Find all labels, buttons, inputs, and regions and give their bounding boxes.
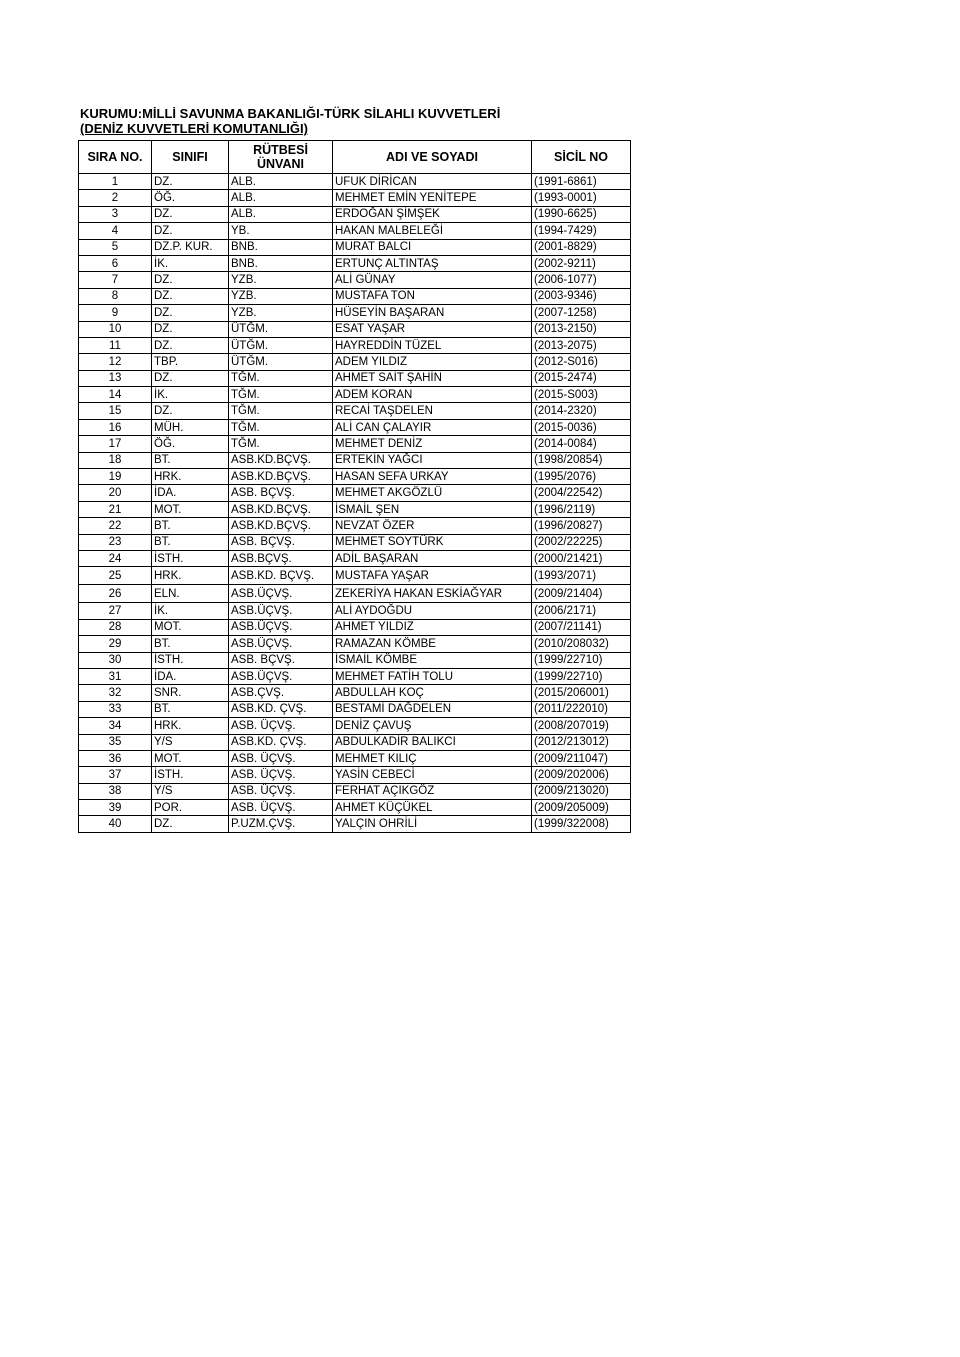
- cell-sicil-no: (1999/322008): [532, 816, 631, 832]
- table-row: [79, 255, 631, 271]
- cell-sinifi: DZ.: [152, 272, 229, 288]
- table-row: [79, 403, 631, 419]
- cell-sicil-no: (2015-2474): [532, 370, 631, 386]
- cell-sira-no: 18: [79, 452, 152, 468]
- cell-rutbesi: ASB.KD. BÇVŞ.: [229, 567, 333, 585]
- table-row: [79, 567, 631, 585]
- cell-sinifi: HRK.: [152, 718, 229, 734]
- cell-sinifi: DZ.: [152, 403, 229, 419]
- cell-adi-ve-soyadi: ADEM YILDIZ: [333, 354, 532, 370]
- cell-sicil-no: (1995/2076): [532, 469, 631, 485]
- cell-sicil-no: (2007-1258): [532, 305, 631, 321]
- cell-sira-no: 26: [79, 585, 152, 603]
- cell-sicil-no: (2009/213020): [532, 783, 631, 799]
- cell-sicil-no: (1993/2071): [532, 567, 631, 585]
- cell-rutbesi: ASB.KD.BÇVŞ.: [229, 518, 333, 534]
- cell-sira-no: 12: [79, 354, 152, 370]
- cell-sicil-no: (1999/22710): [532, 668, 631, 684]
- table-row: [79, 206, 631, 222]
- cell-rutbesi: BNB.: [229, 239, 333, 255]
- cell-sinifi: MOT.: [152, 750, 229, 766]
- cell-adi-ve-soyadi: BESTAMİ DAĞDELEN: [333, 701, 532, 717]
- cell-sinifi: ÖĞ.: [152, 436, 229, 452]
- table-row: [79, 767, 631, 783]
- cell-sinifi: Y/S: [152, 783, 229, 799]
- cell-sicil-no: (1996/2119): [532, 501, 631, 517]
- cell-sira-no: 28: [79, 619, 152, 635]
- table-row: [79, 436, 631, 452]
- cell-sicil-no: (1996/20827): [532, 518, 631, 534]
- cell-rutbesi: TĞM.: [229, 370, 333, 386]
- cell-sinifi: DZ.: [152, 305, 229, 321]
- cell-sira-no: 30: [79, 652, 152, 668]
- cell-rutbesi: BNB.: [229, 255, 333, 271]
- cell-adi-ve-soyadi: ABDULLAH KOÇ: [333, 685, 532, 701]
- cell-sinifi: İSTH.: [152, 550, 229, 566]
- table-row: [79, 585, 631, 603]
- cell-sira-no: 4: [79, 223, 152, 239]
- cell-sicil-no: (2010/208032): [532, 636, 631, 652]
- cell-rutbesi: ASB.KD.BÇVŞ.: [229, 469, 333, 485]
- cell-sinifi: TBP.: [152, 354, 229, 370]
- cell-sinifi: DZ.: [152, 206, 229, 222]
- header-sinifi: SINIFI: [152, 141, 229, 174]
- cell-adi-ve-soyadi: AHMET YILDIZ: [333, 619, 532, 635]
- table-row: [79, 750, 631, 766]
- cell-rutbesi: ALB.: [229, 174, 333, 190]
- cell-sira-no: 5: [79, 239, 152, 255]
- cell-sicil-no: (2014-0084): [532, 436, 631, 452]
- table-row: [79, 603, 631, 619]
- cell-rutbesi: ALB.: [229, 206, 333, 222]
- cell-sinifi: MÜH.: [152, 419, 229, 435]
- cell-sira-no: 32: [79, 685, 152, 701]
- cell-sicil-no: (2012/213012): [532, 734, 631, 750]
- cell-rutbesi: ASB. BÇVŞ.: [229, 534, 333, 550]
- cell-rutbesi: ASB. ÜÇVŞ.: [229, 718, 333, 734]
- table-row: [79, 272, 631, 288]
- table-row: [79, 354, 631, 370]
- cell-sicil-no: (2012-S016): [532, 354, 631, 370]
- table-row: [79, 288, 631, 304]
- cell-sira-no: 3: [79, 206, 152, 222]
- cell-sicil-no: (2015/206001): [532, 685, 631, 701]
- cell-adi-ve-soyadi: MEHMET DENİZ: [333, 436, 532, 452]
- cell-sinifi: İDA.: [152, 485, 229, 501]
- table-row: [79, 668, 631, 684]
- cell-sicil-no: (2002/22225): [532, 534, 631, 550]
- cell-adi-ve-soyadi: ALİ GÜNAY: [333, 272, 532, 288]
- cell-adi-ve-soyadi: MURAT BALCI: [333, 239, 532, 255]
- cell-sira-no: 34: [79, 718, 152, 734]
- cell-sinifi: İSTH.: [152, 767, 229, 783]
- cell-rutbesi: P.UZM.ÇVŞ.: [229, 816, 333, 832]
- cell-sira-no: 22: [79, 518, 152, 534]
- cell-sinifi: İK.: [152, 255, 229, 271]
- cell-sinifi: MOT.: [152, 619, 229, 635]
- cell-sira-no: 13: [79, 370, 152, 386]
- cell-adi-ve-soyadi: ZEKERİYA HAKAN ESKİAĞYAR: [333, 585, 532, 603]
- table-row: [79, 800, 631, 816]
- cell-sira-no: 15: [79, 403, 152, 419]
- cell-sira-no: 39: [79, 800, 152, 816]
- cell-sira-no: 21: [79, 501, 152, 517]
- cell-sira-no: 25: [79, 567, 152, 585]
- cell-adi-ve-soyadi: HAKAN MALBELEĞİ: [333, 223, 532, 239]
- cell-adi-ve-soyadi: AHMET SAİT ŞAHİN: [333, 370, 532, 386]
- cell-sicil-no: (2013-2150): [532, 321, 631, 337]
- table-row: [79, 685, 631, 701]
- header-adi-ve-soyadi: ADI VE SOYADI: [333, 141, 532, 174]
- cell-sira-no: 8: [79, 288, 152, 304]
- header-rutbesi-line1: RÜTBESİ: [253, 143, 308, 157]
- table-row: [79, 501, 631, 517]
- cell-rutbesi: YZB.: [229, 272, 333, 288]
- cell-sira-no: 1: [79, 174, 152, 190]
- table-row: [79, 452, 631, 468]
- cell-sinifi: POR.: [152, 800, 229, 816]
- cell-sicil-no: (2000/21421): [532, 550, 631, 566]
- cell-adi-ve-soyadi: ADİL BAŞARAN: [333, 550, 532, 566]
- header-sicil-no: SİCİL NO: [532, 141, 631, 174]
- cell-rutbesi: TĞM.: [229, 403, 333, 419]
- cell-adi-ve-soyadi: MEHMET FATİH TOLU: [333, 668, 532, 684]
- cell-sira-no: 11: [79, 337, 152, 353]
- cell-adi-ve-soyadi: AHMET KÜÇÜKEL: [333, 800, 532, 816]
- cell-sinifi: BT.: [152, 452, 229, 468]
- cell-rutbesi: YB.: [229, 223, 333, 239]
- cell-rutbesi: ASB.BÇVŞ.: [229, 550, 333, 566]
- cell-rutbesi: ASB.ÜÇVŞ.: [229, 636, 333, 652]
- cell-adi-ve-soyadi: ERTEKİN YAĞCI: [333, 452, 532, 468]
- cell-sira-no: 7: [79, 272, 152, 288]
- cell-sira-no: 19: [79, 469, 152, 485]
- cell-sicil-no: (2002-9211): [532, 255, 631, 271]
- cell-sicil-no: (1990-6625): [532, 206, 631, 222]
- table-row: [79, 783, 631, 799]
- cell-sinifi: DZ.: [152, 174, 229, 190]
- cell-adi-ve-soyadi: MUSTAFA YAŞAR: [333, 567, 532, 585]
- cell-rutbesi: ASB.KD.BÇVŞ.: [229, 501, 333, 517]
- cell-adi-ve-soyadi: ABDULKADİR BALIKCI: [333, 734, 532, 750]
- cell-adi-ve-soyadi: ERDOĞAN ŞİMŞEK: [333, 206, 532, 222]
- cell-sira-no: 16: [79, 419, 152, 435]
- personnel-table: [78, 140, 631, 833]
- cell-rutbesi: ASB. ÜÇVŞ.: [229, 750, 333, 766]
- cell-sira-no: 20: [79, 485, 152, 501]
- header-rutbesi: [229, 141, 333, 174]
- cell-sira-no: 35: [79, 734, 152, 750]
- cell-adi-ve-soyadi: ALİ CAN ÇALAYIR: [333, 419, 532, 435]
- cell-rutbesi: ASB.KD. ÇVŞ.: [229, 701, 333, 717]
- table-row: [79, 816, 631, 832]
- cell-sinifi: SNR.: [152, 685, 229, 701]
- header-rutbesi-line2: ÜNVANI: [257, 157, 304, 171]
- cell-adi-ve-soyadi: HASAN SEFA URKAY: [333, 469, 532, 485]
- cell-rutbesi: TĞM.: [229, 436, 333, 452]
- table-row: [79, 485, 631, 501]
- table-row: [79, 619, 631, 635]
- cell-adi-ve-soyadi: FERHAT AÇIKGÖZ: [333, 783, 532, 799]
- cell-sicil-no: (2004/22542): [532, 485, 631, 501]
- cell-adi-ve-soyadi: MUSTAFA TON: [333, 288, 532, 304]
- table-row: [79, 337, 631, 353]
- cell-rutbesi: ASB.KD.BÇVŞ.: [229, 452, 333, 468]
- cell-sicil-no: (2006-1077): [532, 272, 631, 288]
- cell-rutbesi: ASB. BÇVŞ.: [229, 485, 333, 501]
- cell-rutbesi: ASB.ÜÇVŞ.: [229, 668, 333, 684]
- cell-adi-ve-soyadi: MEHMET EMİN YENİTEPE: [333, 190, 532, 206]
- table-row: [79, 239, 631, 255]
- cell-sinifi: DZ.: [152, 321, 229, 337]
- cell-adi-ve-soyadi: YALÇIN OHRİLİ: [333, 816, 532, 832]
- cell-sira-no: 31: [79, 668, 152, 684]
- cell-sicil-no: (1991-6861): [532, 174, 631, 190]
- cell-sira-no: 38: [79, 783, 152, 799]
- cell-rutbesi: ASB.KD. ÇVŞ.: [229, 734, 333, 750]
- cell-sinifi: ÖĞ.: [152, 190, 229, 206]
- cell-sinifi: MOT.: [152, 501, 229, 517]
- cell-adi-ve-soyadi: MEHMET SOYTÜRK: [333, 534, 532, 550]
- cell-adi-ve-soyadi: RAMAZAN KÖMBE: [333, 636, 532, 652]
- cell-sinifi: İK.: [152, 387, 229, 403]
- table-row: [79, 550, 631, 566]
- cell-sinifi: HRK.: [152, 567, 229, 585]
- cell-sicil-no: (2007/21141): [532, 619, 631, 635]
- cell-sicil-no: (2009/211047): [532, 750, 631, 766]
- table-row: [79, 190, 631, 206]
- cell-adi-ve-soyadi: MEHMET AKGÖZLÜ: [333, 485, 532, 501]
- cell-rutbesi: TĞM.: [229, 419, 333, 435]
- cell-sira-no: 40: [79, 816, 152, 832]
- cell-sicil-no: (2011/222010): [532, 701, 631, 717]
- cell-sinifi: DZ.: [152, 288, 229, 304]
- cell-sicil-no: (2009/21404): [532, 585, 631, 603]
- cell-adi-ve-soyadi: HAYREDDİN TÜZEL: [333, 337, 532, 353]
- cell-sinifi: Y/S: [152, 734, 229, 750]
- cell-adi-ve-soyadi: ADEM KORAN: [333, 387, 532, 403]
- cell-sira-no: 17: [79, 436, 152, 452]
- title-line-1: KURUMU:MİLLİ SAVUNMA BAKANLIĞI-TÜRK SİLAHLI KUVVETLERİ: [80, 106, 501, 121]
- cell-sinifi: İSTH.: [152, 652, 229, 668]
- cell-sicil-no: (2009/202006): [532, 767, 631, 783]
- table-row: [79, 223, 631, 239]
- cell-rutbesi: TĞM.: [229, 387, 333, 403]
- cell-sicil-no: (2001-8829): [532, 239, 631, 255]
- cell-sinifi: DZ.: [152, 370, 229, 386]
- cell-adi-ve-soyadi: MEHMET KILIÇ: [333, 750, 532, 766]
- cell-sinifi: DZ.P. KUR.: [152, 239, 229, 255]
- cell-sinifi: HRK.: [152, 469, 229, 485]
- cell-sinifi: İDA.: [152, 668, 229, 684]
- cell-sicil-no: (2006/2171): [532, 603, 631, 619]
- cell-rutbesi: ALB.: [229, 190, 333, 206]
- cell-sira-no: 27: [79, 603, 152, 619]
- cell-sicil-no: (2008/207019): [532, 718, 631, 734]
- table-row: [79, 174, 631, 190]
- cell-adi-ve-soyadi: İSMAİL KÖMBE: [333, 652, 532, 668]
- cell-sicil-no: (1998/20854): [532, 452, 631, 468]
- cell-rutbesi: ASB. BÇVŞ.: [229, 652, 333, 668]
- cell-rutbesi: ÜTĞM.: [229, 321, 333, 337]
- cell-adi-ve-soyadi: ALİ AYDOĞDU: [333, 603, 532, 619]
- cell-adi-ve-soyadi: HÜSEYİN BAŞARAN: [333, 305, 532, 321]
- table-row: [79, 636, 631, 652]
- table-row: [79, 701, 631, 717]
- cell-sicil-no: (2015-S003): [532, 387, 631, 403]
- cell-sira-no: 10: [79, 321, 152, 337]
- cell-rutbesi: ASB.ÜÇVŞ.: [229, 619, 333, 635]
- cell-adi-ve-soyadi: DENİZ ÇAVUŞ: [333, 718, 532, 734]
- cell-adi-ve-soyadi: ERTUNÇ ALTINTAŞ: [333, 255, 532, 271]
- cell-sicil-no: (2003-9346): [532, 288, 631, 304]
- table-row: [79, 652, 631, 668]
- cell-sira-no: 2: [79, 190, 152, 206]
- cell-sira-no: 9: [79, 305, 152, 321]
- cell-adi-ve-soyadi: UFUK DİRİCAN: [333, 174, 532, 190]
- cell-rutbesi: YZB.: [229, 288, 333, 304]
- document-title: [80, 106, 500, 136]
- cell-rutbesi: YZB.: [229, 305, 333, 321]
- cell-rutbesi: ASB. ÜÇVŞ.: [229, 767, 333, 783]
- cell-sira-no: 23: [79, 534, 152, 550]
- cell-sinifi: BT.: [152, 534, 229, 550]
- cell-sira-no: 14: [79, 387, 152, 403]
- cell-sicil-no: (2009/205009): [532, 800, 631, 816]
- cell-sinifi: DZ.: [152, 816, 229, 832]
- cell-rutbesi: ASB.ÇVŞ.: [229, 685, 333, 701]
- cell-rutbesi: ASB. ÜÇVŞ.: [229, 800, 333, 816]
- cell-sira-no: 36: [79, 750, 152, 766]
- cell-sicil-no: (2013-2075): [532, 337, 631, 353]
- table-row: [79, 387, 631, 403]
- cell-adi-ve-soyadi: RECAİ TAŞDELEN: [333, 403, 532, 419]
- cell-adi-ve-soyadi: ESAT YAŞAR: [333, 321, 532, 337]
- cell-sinifi: DZ.: [152, 223, 229, 239]
- table-row: [79, 419, 631, 435]
- cell-rutbesi: ÜTĞM.: [229, 337, 333, 353]
- cell-adi-ve-soyadi: NEVZAT ÖZER: [333, 518, 532, 534]
- table-row: [79, 718, 631, 734]
- title-line-2: (DENİZ KUVVETLERİ KOMUTANLIĞI): [80, 121, 308, 136]
- cell-sicil-no: (2015-0036): [532, 419, 631, 435]
- cell-sinifi: DZ.: [152, 337, 229, 353]
- cell-rutbesi: ASB.ÜÇVŞ.: [229, 603, 333, 619]
- table-row: [79, 534, 631, 550]
- cell-rutbesi: ÜTĞM.: [229, 354, 333, 370]
- cell-sira-no: 37: [79, 767, 152, 783]
- table-header-row: [79, 141, 631, 174]
- cell-sinifi: BT.: [152, 636, 229, 652]
- cell-sicil-no: (2014-2320): [532, 403, 631, 419]
- cell-sinifi: BT.: [152, 518, 229, 534]
- table-row: [79, 321, 631, 337]
- table-row: [79, 518, 631, 534]
- cell-sicil-no: (1993-0001): [532, 190, 631, 206]
- cell-rutbesi: ASB. ÜÇVŞ.: [229, 783, 333, 799]
- cell-sira-no: 33: [79, 701, 152, 717]
- table-row: [79, 469, 631, 485]
- cell-adi-ve-soyadi: İSMAİL ŞEN: [333, 501, 532, 517]
- cell-sinifi: İK.: [152, 603, 229, 619]
- cell-sinifi: BT.: [152, 701, 229, 717]
- cell-sira-no: 29: [79, 636, 152, 652]
- cell-sinifi: ELN.: [152, 585, 229, 603]
- table-row: [79, 305, 631, 321]
- header-sira-no: SIRA NO.: [79, 141, 152, 174]
- table-row: [79, 370, 631, 386]
- table-row: [79, 734, 631, 750]
- cell-rutbesi: ASB.ÜÇVŞ.: [229, 585, 333, 603]
- cell-sira-no: 24: [79, 550, 152, 566]
- cell-sicil-no: (1999/22710): [532, 652, 631, 668]
- cell-sira-no: 6: [79, 255, 152, 271]
- cell-sicil-no: (1994-7429): [532, 223, 631, 239]
- table-body: [79, 174, 631, 833]
- cell-adi-ve-soyadi: YASİN CEBECİ: [333, 767, 532, 783]
